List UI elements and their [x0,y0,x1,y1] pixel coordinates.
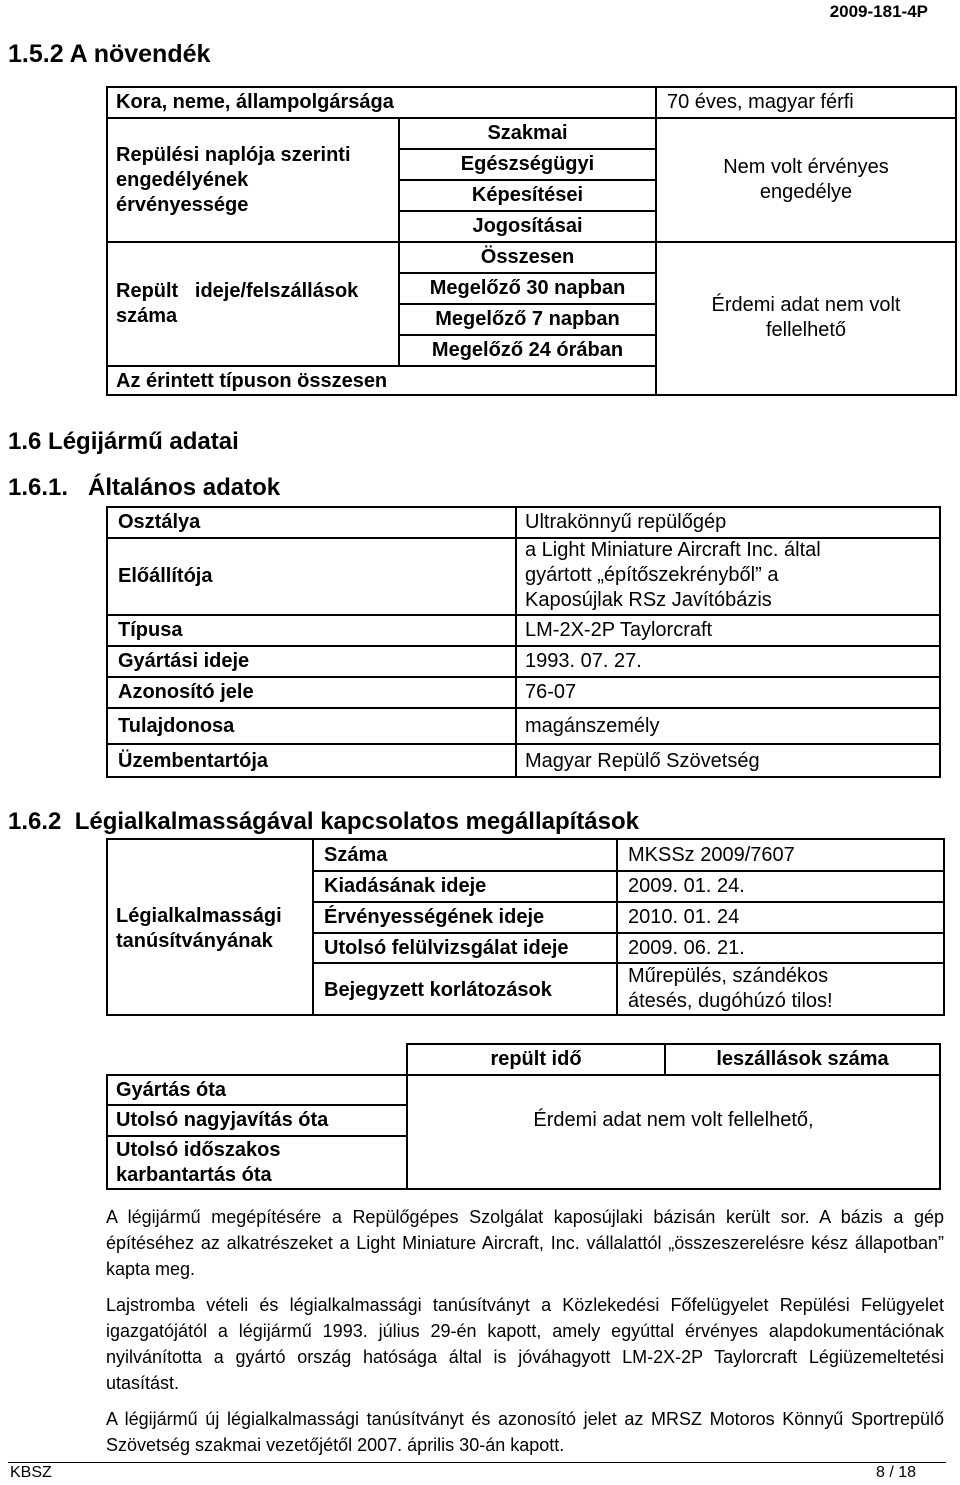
flight-value-line2: fellelhető [765,319,847,341]
cert-row-label: Száma [324,844,388,866]
row-label-owner: Tulajdonosa [118,715,235,737]
row-value-class: Ultrakönnyű repülőgép [525,511,727,533]
hours-row-label-line2: karbantartás óta [116,1164,272,1186]
hours-row-label-line1: Utolsó időszakos [116,1139,281,1161]
flight-item: Megelőző 7 napban [435,308,620,330]
license-item: Szakmai [487,122,568,144]
hours-value: Érdemi adat nem volt fellelhető, [533,1109,814,1131]
cert-row-value: 2009. 01. 24. [628,875,745,897]
section-1-6-2-title: 1.6.2 Légialkalmasságával kapcsolatos megállapítások [8,808,639,835]
row-value-manufacturer-line3: Kaposújlak RSz Javítóbázis [525,589,772,611]
license-label-line3: érvényessége [116,194,249,216]
row-value-manufacturer-line2: gyártott „építőszekrényből” a [525,564,779,586]
paragraph [106,1204,944,1282]
license-item: Egészségügyi [460,153,595,175]
age-label: Kora, neme, állampolgársága [116,91,394,113]
paragraph [106,1292,944,1396]
cert-row-value-line1: Műrepülés, szándékos [628,965,829,987]
license-item: Képesítései [471,184,584,206]
document-id: 2009-181-4P [829,2,928,21]
page-number: 8 / 18 [875,1464,916,1481]
footer-divider [8,1462,946,1463]
cert-row-label: Kiadásának ideje [324,875,487,897]
flight-item: Megelőző 30 napban [429,277,626,299]
cert-row-value: 2010. 01. 24 [628,906,740,928]
row-value-manufacturer-line1: a Light Miniature Aircraft Inc. által [525,539,821,561]
section-1-6-1-title: 1.6.1. Általános adatok [8,474,281,501]
license-label-line1: Repülési naplója szerinti [116,144,351,166]
row-label-operator: Üzembentartója [118,750,269,772]
flight-label-line1: Repült ideje/felszállások [116,280,359,302]
section-1-6-title: 1.6 Légijármű adatai [8,428,239,455]
certificate-label-line2: tanúsítványának [116,930,273,952]
row-value-owner: magánszemély [525,715,660,737]
paragraph-text: A légijármű megépítésére a Repülőgépes Szolgálat kaposújlaki bázisán került sor. A bázis a gép építéséhez az alkatrészeket a Light Miniature Aircraft, Inc. vállalattól „összeszerelésre kész állapotban” kapta meg. [106,1207,944,1279]
license-item: Jogosításai [472,215,583,237]
paragraph-text: Lajstromba vételi és légialkalmassági tanúsítványt a Közlekedési Főfelügyelet Repülési Felügyelet igazgatójától a légijármű 1993. július 29-én kapott, amely egyúttal érvényes alapdokumentációnak nyilvánította a gyártó ország hatósága által is jóváhagyott LM-2X-2P Taylorcraft Légiüzemeltetési utasítást. [106,1295,944,1393]
hours-row-label: Gyártás óta [116,1079,227,1101]
license-value-line2: engedélye [759,181,853,203]
type-total-label: Az érintett típuson összesen [116,370,388,392]
flight-value-line1: Érdemi adat nem volt [711,294,901,316]
row-value-operator: Magyar Repülő Szövetség [525,750,760,772]
paragraph [106,1406,944,1458]
cert-row-value: 2009. 06. 21. [628,937,745,959]
row-label-class: Osztálya [118,511,201,533]
row-label-registration: Azonosító jele [118,681,254,703]
footer-left: KBSZ [10,1464,52,1481]
certificate-label-line1: Légialkalmassági [116,905,282,927]
license-value-line1: Nem volt érvényes [723,156,889,178]
paragraph-text: A légijármű új légialkalmassági tanúsítványt és azonosító jelet az MRSZ Motoros Könnyű Sportrepülő Szövetség szakmai vezetőjétől 2007. április 30-án kapott. [106,1409,944,1455]
age-value: 70 éves, magyar férfi [667,91,854,113]
col-header-landings: leszállások száma [716,1048,889,1070]
flight-item: Összesen [480,246,575,268]
row-label-type: Típusa [118,619,183,641]
hours-row-label: Utolsó nagyjavítás óta [116,1109,329,1131]
row-value-registration: 76-07 [525,681,577,703]
row-label-manufacturer: Előállítója [118,565,213,587]
row-value-type: LM-2X-2P Taylorcraft [525,619,713,641]
flight-label-line2: száma [116,305,178,327]
flight-item: Megelőző 24 órában [431,339,624,361]
cert-row-label: Bejegyzett korlátozások [324,979,552,1001]
cert-row-value: MKSSz 2009/7607 [628,844,795,866]
section-1-5-2-title: 1.5.2 A növendék [8,40,211,68]
cert-row-label: Utolsó felülvizsgálat ideje [324,937,569,959]
license-label-line2: engedélyének [116,169,249,191]
col-header-flight-time: repült idő [490,1048,582,1070]
row-label-build-date: Gyártási ideje [118,650,250,672]
cert-row-label: Érvényességének ideje [324,906,545,928]
cert-row-value-line2: átesés, dugóhúzó tilos! [628,990,833,1012]
row-value-build-date: 1993. 07. 27. [525,650,642,672]
